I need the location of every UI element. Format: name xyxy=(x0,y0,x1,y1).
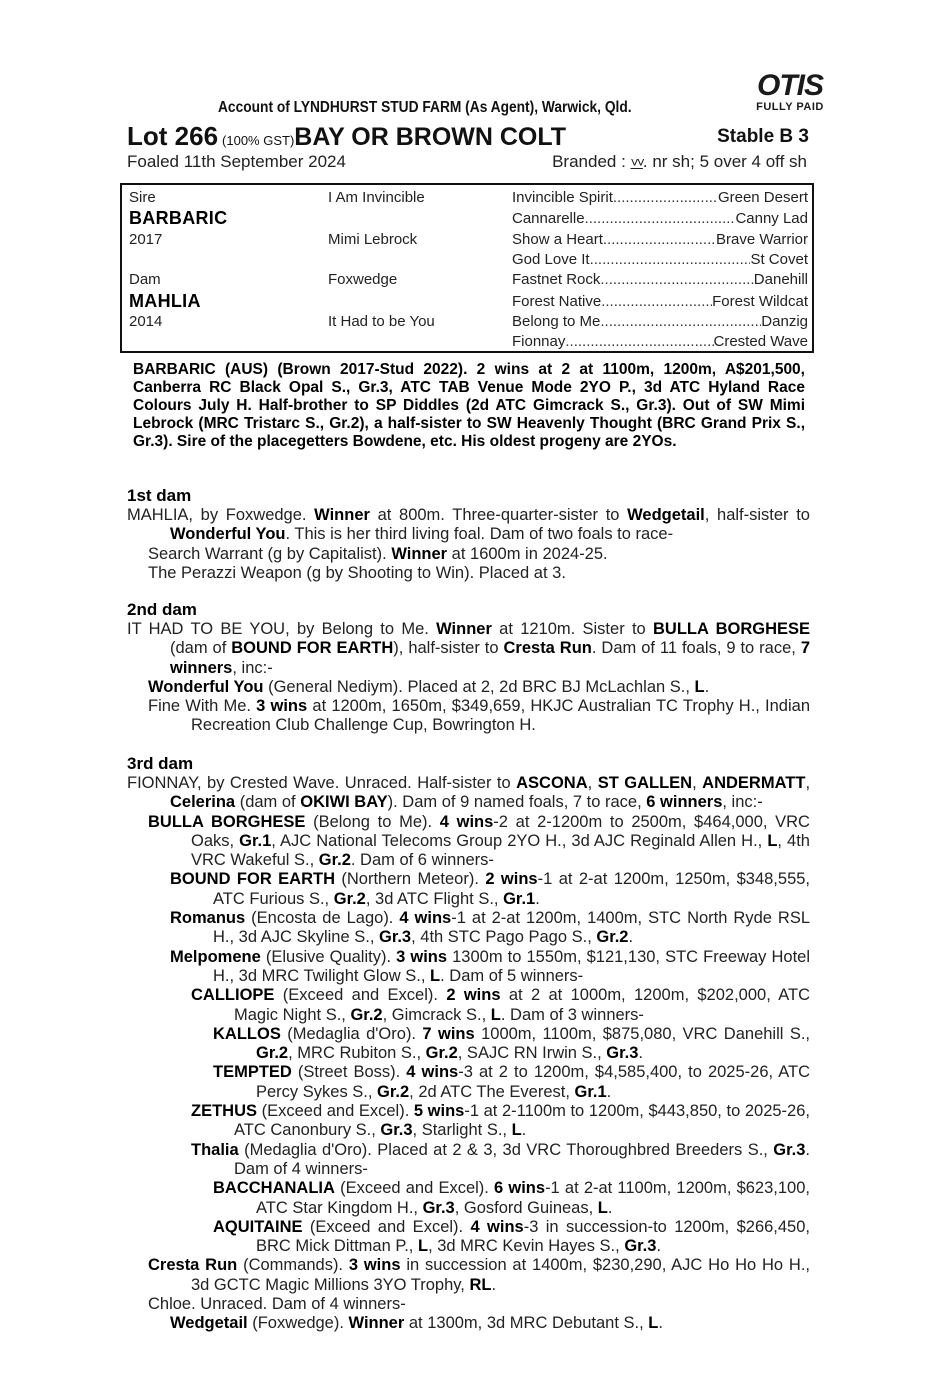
brand-info xyxy=(552,152,807,172)
text: , 3d ATC Flight S., xyxy=(365,889,504,908)
text: , Gimcrack S., xyxy=(382,1005,491,1024)
bold-text: AQUITAINE xyxy=(213,1217,303,1236)
bold-text: ST GALLEN xyxy=(597,774,693,792)
leader-dots xyxy=(600,313,761,330)
pedigree-entry xyxy=(213,1063,810,1102)
ggp-sire: Green Desert xyxy=(717,189,808,206)
ggp-name: Fastnet Rock xyxy=(512,271,601,288)
ggp-name: Belong to Me xyxy=(512,313,601,330)
bold-text: L xyxy=(511,1121,522,1140)
bold-text: Gr.1 xyxy=(503,889,536,908)
pedigree-entry xyxy=(191,1102,810,1141)
great-grandparent-row xyxy=(512,333,808,350)
text: , half-sister to xyxy=(704,506,810,524)
pedigree-entry xyxy=(213,1025,810,1064)
sire-name: BARBARIC xyxy=(129,208,228,228)
text: . xyxy=(656,1237,662,1256)
text: (Medaglia d'Oro). xyxy=(280,1024,423,1043)
text: The Perazzi Weapon (g by Shooting to Win). Placed at 3. xyxy=(148,563,566,582)
bold-text: TEMPTED xyxy=(213,1063,292,1082)
text: . Dam of 11 foals, 9 to race, xyxy=(591,639,801,658)
text: at 1210m. Sister to xyxy=(491,620,653,638)
pedigree-entry xyxy=(127,506,810,545)
bold-text: ZETHUS xyxy=(191,1102,257,1121)
bold-text: Gr.2 xyxy=(377,1082,410,1101)
bold-text: Gr.3 xyxy=(773,1140,806,1159)
pedigree-entry xyxy=(148,1295,810,1314)
text: . xyxy=(606,1082,612,1101)
sire-year: 2017 xyxy=(129,231,163,248)
leader-dots xyxy=(585,210,736,227)
great-grandparent-row xyxy=(512,210,808,227)
text: , 3d MRC Kevin Hayes S., xyxy=(428,1237,625,1256)
leader-dots xyxy=(613,189,718,206)
text: , xyxy=(587,774,598,792)
text: (Exceed and Excel). xyxy=(257,1102,414,1121)
text: . xyxy=(704,677,710,696)
ggp-name: Cannarelle xyxy=(512,210,585,227)
text: . xyxy=(628,928,634,947)
granddam-maternal: It Had to be You xyxy=(328,313,435,330)
leader-dots xyxy=(565,333,713,350)
ggp-sire: Danehill xyxy=(753,271,808,288)
great-grandparent-row xyxy=(512,293,808,310)
bold-text: 6 winners xyxy=(646,793,723,812)
text: (dam of xyxy=(235,793,301,812)
pedigree-entry xyxy=(191,986,810,1025)
text: . xyxy=(491,1275,497,1294)
branded-label: Branded : xyxy=(552,152,631,171)
text: -2 at 2-1200m to 2500m, $464,000, VRC Oaks, xyxy=(191,812,810,850)
branded-text: . nr sh; 5 over 4 off sh xyxy=(642,152,807,171)
ggp-sire: Crested Wave xyxy=(713,333,808,350)
text: . Dam of 5 winners- xyxy=(440,966,584,985)
bold-text: 4 wins xyxy=(399,909,452,928)
text: 1300m to 1550m, $121,130, STC Freeway Hotel H., 3d MRC Twilight Glow S., xyxy=(213,947,811,985)
ggp-sire: Danzig xyxy=(761,313,808,330)
gst-note: (100% GST) xyxy=(222,133,295,148)
text: -3 at 2 to 1200m, $4,585,400, to 2025-26, ATC Percy Sykes S., xyxy=(256,1063,811,1101)
great-grandparent-row xyxy=(512,251,808,268)
bold-text: Winner xyxy=(348,1314,405,1333)
pedigree-entry xyxy=(170,870,810,909)
pedigree-entry xyxy=(170,948,810,987)
text: (Foxwedge). xyxy=(247,1314,349,1333)
text: . xyxy=(638,1044,643,1063)
foaling-info xyxy=(127,152,807,172)
bold-text: 2 wins xyxy=(446,986,501,1005)
ggp-name: God Love It xyxy=(512,251,590,268)
section-heading: 1st dam xyxy=(127,486,192,505)
bold-text: L xyxy=(597,1198,608,1217)
bold-text: Celerina xyxy=(170,793,236,812)
bold-text: 7 wins xyxy=(422,1024,475,1043)
bold-text: Gr.1 xyxy=(239,831,272,850)
pedigree-entry xyxy=(148,564,810,583)
dam-year: 2014 xyxy=(129,313,163,330)
bold-text: CALLIOPE xyxy=(191,986,275,1005)
dam-entries xyxy=(127,774,810,1334)
dam-entries xyxy=(127,620,810,736)
pedigree-entry xyxy=(148,1256,810,1295)
bold-text: Wonderful You xyxy=(170,525,286,544)
text: -1 at 2-at 1200m, 1400m, STC North Ryde RSL H., 3d AJC Skyline S., xyxy=(213,909,811,947)
bold-text: Gr.3 xyxy=(606,1044,639,1063)
bold-text: BOUND FOR EARTH xyxy=(170,870,335,889)
bold-text: BACCHANALIA xyxy=(213,1179,335,1198)
bold-text: ANDERMATT xyxy=(702,774,806,792)
otis-logo-mark: OTIS xyxy=(756,69,823,102)
bold-text: 3 wins xyxy=(256,697,308,716)
pedigree-entry xyxy=(213,1218,810,1257)
bold-text: Wedgetail xyxy=(627,506,705,524)
bold-text: Gr.2 xyxy=(596,928,629,947)
bold-text: L xyxy=(490,1005,501,1024)
foaled-date: Foaled 11th September 2024 xyxy=(127,152,346,171)
ggp-name: Fionnay xyxy=(512,333,566,350)
ggp-sire: Canny Lad xyxy=(735,210,808,227)
leader-dots xyxy=(603,231,716,248)
bold-text: 4 wins xyxy=(439,812,494,831)
otis-logo xyxy=(745,69,835,113)
pedigree-table xyxy=(120,183,814,353)
text: 1000m, 1100m, $875,080, VRC Danehill S., xyxy=(474,1024,810,1043)
text: -1 at 2-at 1100m, 1200m, $623,100, ATC Star Kingdom H., xyxy=(256,1179,810,1217)
text: , AJC National Telecoms Group 2YO H., 3d AJC Reginald Allen H., xyxy=(271,831,768,850)
text: ). Dam of 9 named foals, 7 to race, xyxy=(387,793,647,812)
bold-text: 7 winners xyxy=(170,639,810,677)
text: , 4th VRC Wakeful S., xyxy=(191,831,810,870)
text: Search Warrant (g by Capitalist). xyxy=(148,544,392,563)
pedigree-entry xyxy=(127,620,810,678)
lot-number: Lot 266 xyxy=(127,121,219,151)
lot-heading xyxy=(127,121,809,151)
text: . xyxy=(535,889,540,908)
grandsire-paternal: I Am Invincible xyxy=(328,189,425,206)
dam-name: MAHLIA xyxy=(129,291,201,311)
bold-text: L xyxy=(648,1314,659,1333)
text: FIONNAY, by Crested Wave. Unraced. Half-sister to xyxy=(127,774,517,792)
ggp-name: Invincible Spirit xyxy=(512,189,613,206)
text: MAHLIA, by Foxwedge. xyxy=(127,506,315,524)
bold-text: 5 wins xyxy=(413,1102,465,1121)
bold-text: BULLA BORGHESE xyxy=(653,620,810,638)
bold-text: Melpomene xyxy=(170,947,261,966)
section-heading: 3rd dam xyxy=(127,754,194,773)
text: , inc:- xyxy=(232,658,273,677)
brand-mark-icon: ˅˅ xyxy=(630,154,643,170)
section-heading: 2nd dam xyxy=(127,600,197,619)
text: (Elusive Quality). xyxy=(260,947,397,966)
bold-text: Gr.2 xyxy=(425,1044,458,1063)
text: (Exceed and Excel). xyxy=(274,986,447,1005)
bold-text: Cresta Run xyxy=(503,639,592,658)
bold-text: 3 wins xyxy=(396,947,448,966)
text: , MRC Rubiton S., xyxy=(288,1044,426,1063)
dam-entries xyxy=(127,506,810,583)
bold-text: ASCONA xyxy=(516,774,588,792)
text: (Exceed and Excel). xyxy=(302,1217,471,1236)
text: in succession at 1400m, $230,290, AJC Ho Ho Ho H., 3d GCTC Magic Millions 3YO Trophy, xyxy=(191,1256,810,1294)
ggp-sire: St Covet xyxy=(750,251,808,268)
dam-label: Dam xyxy=(129,271,161,288)
text: IT HAD TO BE YOU, by Belong to Me. xyxy=(127,620,437,638)
bold-text: 3 wins xyxy=(348,1256,401,1275)
text: Fine With Me. xyxy=(148,697,257,716)
bold-text: BULLA BORGHESE xyxy=(148,812,306,831)
text: (Encosta de Lago). xyxy=(245,909,400,928)
text: (Exceed and Excel). xyxy=(334,1179,495,1198)
text: (Street Boss). xyxy=(291,1063,407,1082)
bold-text: Winner xyxy=(436,620,492,638)
text: (Belong to Me). xyxy=(305,812,440,831)
ggp-sire: Forest Wildcat xyxy=(712,293,808,310)
bold-text: Gr.1 xyxy=(574,1082,607,1101)
bold-text: L xyxy=(694,677,705,696)
ggp-name: Forest Native xyxy=(512,293,602,310)
ggp-name: Show a Heart xyxy=(512,231,603,248)
grandsire-maternal: Foxwedge xyxy=(328,271,398,288)
bold-text: Gr.3 xyxy=(380,1121,413,1140)
text: at 1300m, 3d MRC Debutant S., xyxy=(404,1314,649,1333)
bold-text: 2 wins xyxy=(485,870,538,889)
text: (Commands). xyxy=(237,1256,349,1275)
bold-text: Winner xyxy=(391,544,448,563)
vendor-account: Account of LYNDHURST STUD FARM (As Agent), Warwick, Qld. xyxy=(218,99,632,116)
text: (Medaglia d'Oro). Placed at 2 & 3, 3d VRC Thoroughbred Breeders S., xyxy=(238,1140,774,1159)
first-dam-section xyxy=(127,486,810,583)
text: (Northern Meteor). xyxy=(334,870,486,889)
bold-text: 4 wins xyxy=(406,1063,459,1082)
text: , xyxy=(692,774,703,792)
pedigree-entry xyxy=(148,813,810,871)
great-grandparent-row xyxy=(512,231,808,248)
text: , 4th STC Pago Pago S., xyxy=(411,928,597,947)
bold-text: BOUND FOR EARTH xyxy=(231,639,394,658)
pedigree-entry xyxy=(148,678,810,697)
bold-text: Cresta Run xyxy=(148,1256,238,1275)
bold-text: L xyxy=(417,1237,429,1256)
bold-text: RL xyxy=(469,1275,492,1294)
text: . xyxy=(521,1121,527,1140)
text: , xyxy=(805,774,811,792)
text: . Dam of 4 winners- xyxy=(234,1140,810,1178)
bold-text: Gr.3 xyxy=(378,928,412,947)
great-grandparent-row xyxy=(512,189,808,206)
text: ), half-sister to xyxy=(393,639,504,658)
text: , Gosford Guineas, xyxy=(454,1198,598,1217)
bold-text: Thalia xyxy=(191,1140,239,1159)
text: Chloe. Unraced. Dam of 4 winners- xyxy=(148,1295,406,1314)
bold-text: Gr.3 xyxy=(422,1198,455,1217)
third-dam-section xyxy=(127,754,810,1334)
bold-text: KALLOS xyxy=(213,1024,281,1043)
bold-text: Gr.2 xyxy=(256,1044,289,1063)
text: , SAJC RN Irwin S., xyxy=(457,1044,607,1063)
bold-text: Gr.3 xyxy=(624,1237,657,1256)
bold-text: Gr.2 xyxy=(333,889,366,908)
stable-location: Stable B 3 xyxy=(717,126,809,147)
leader-dots xyxy=(600,271,753,288)
sire-summary: BARBARIC (AUS) (Brown 2017-Stud 2022). 2 wins at 2 at 1100m, 1200m, A$201,500, Canberra RC Black Opal S., Gr.3, ATC TAB Venue Mode 2YO P., 3d ATC Hyland Race Colours July H. Half-brother to SP Diddles (2d ATC Gimcrack S., Gr.3). Out of SW Mimi Lebrock (MRC Tristarc S., Gr.2), a half-sister to SW Heavenly Thought (BRC Grand Prix S., Gr.3). Sire of the placegetters Bowdene, etc. His oldest progeny are 2YOs. xyxy=(133,361,805,450)
fully-paid-label: FULLY PAID xyxy=(756,101,824,113)
text: at 1200m, 1650m, $349,659, HKJC Australian TC Trophy H., Indian Recreation Club Challenge Cup, Bowrington H. xyxy=(191,697,811,735)
bold-text: Gr.2 xyxy=(318,851,351,870)
text: , 2d ATC The Everest, xyxy=(409,1082,575,1101)
bold-text: OKIWI BAY xyxy=(300,793,388,812)
sire-label: Sire xyxy=(129,189,156,206)
text: -1 at 2-at 1200m, 1250m, $348,555, ATC Furious S., xyxy=(213,870,811,908)
leader-dots xyxy=(590,251,751,268)
bold-text: Winner xyxy=(314,506,370,524)
ggp-sire: Brave Warrior xyxy=(716,231,808,248)
text: -1 at 2-1100m to 1200m, $443,850, to 2025-26, ATC Canonbury S., xyxy=(234,1102,810,1140)
granddam-paternal: Mimi Lebrock xyxy=(328,231,418,248)
pedigree-entry xyxy=(170,1314,810,1333)
bold-text: 4 wins xyxy=(470,1217,524,1236)
pedigree-entry xyxy=(148,545,810,564)
text: , inc:- xyxy=(722,793,763,812)
pedigree-entry xyxy=(127,774,810,813)
text: . Dam of 3 winners- xyxy=(500,1005,644,1024)
text: (General Nediym). Placed at 2, 2d BRC BJ McLachlan S., xyxy=(263,677,695,696)
text: (dam of xyxy=(170,639,232,658)
bold-text: Wonderful You xyxy=(148,677,264,696)
text: . xyxy=(658,1314,663,1333)
text: . xyxy=(607,1198,613,1217)
bold-text: Gr.2 xyxy=(350,1005,383,1024)
great-grandparent-row xyxy=(512,313,808,330)
text: at 2 at 1000m, 1200m, $202,000, ATC Magic Night S., xyxy=(234,986,810,1024)
horse-description: BAY OR BROWN COLT xyxy=(294,123,567,151)
text: , Starlight S., xyxy=(412,1121,512,1140)
leader-dots xyxy=(601,293,712,310)
bold-text: L xyxy=(767,831,778,850)
text: . Dam of 6 winners- xyxy=(350,851,494,870)
second-dam-section xyxy=(127,600,810,736)
text: -3 in succession-to 1200m, $266,450, BRC Mick Dittman P., xyxy=(256,1217,810,1256)
bold-text: Romanus xyxy=(170,909,246,928)
text: . This is her third living foal. Dam of two foals to race- xyxy=(285,525,674,544)
pedigree-entry xyxy=(148,697,810,736)
pedigree-entry xyxy=(170,909,810,948)
pedigree-entry xyxy=(213,1179,810,1218)
great-grandparent-row xyxy=(512,271,808,288)
text: at 800m. Three-quarter-sister to xyxy=(369,506,628,524)
pedigree-entry xyxy=(191,1141,810,1180)
text: at 1600m in 2024-25. xyxy=(447,544,608,563)
bold-text: Wedgetail xyxy=(170,1314,248,1333)
bold-text: 6 wins xyxy=(494,1179,546,1198)
bold-text: L xyxy=(430,966,441,985)
